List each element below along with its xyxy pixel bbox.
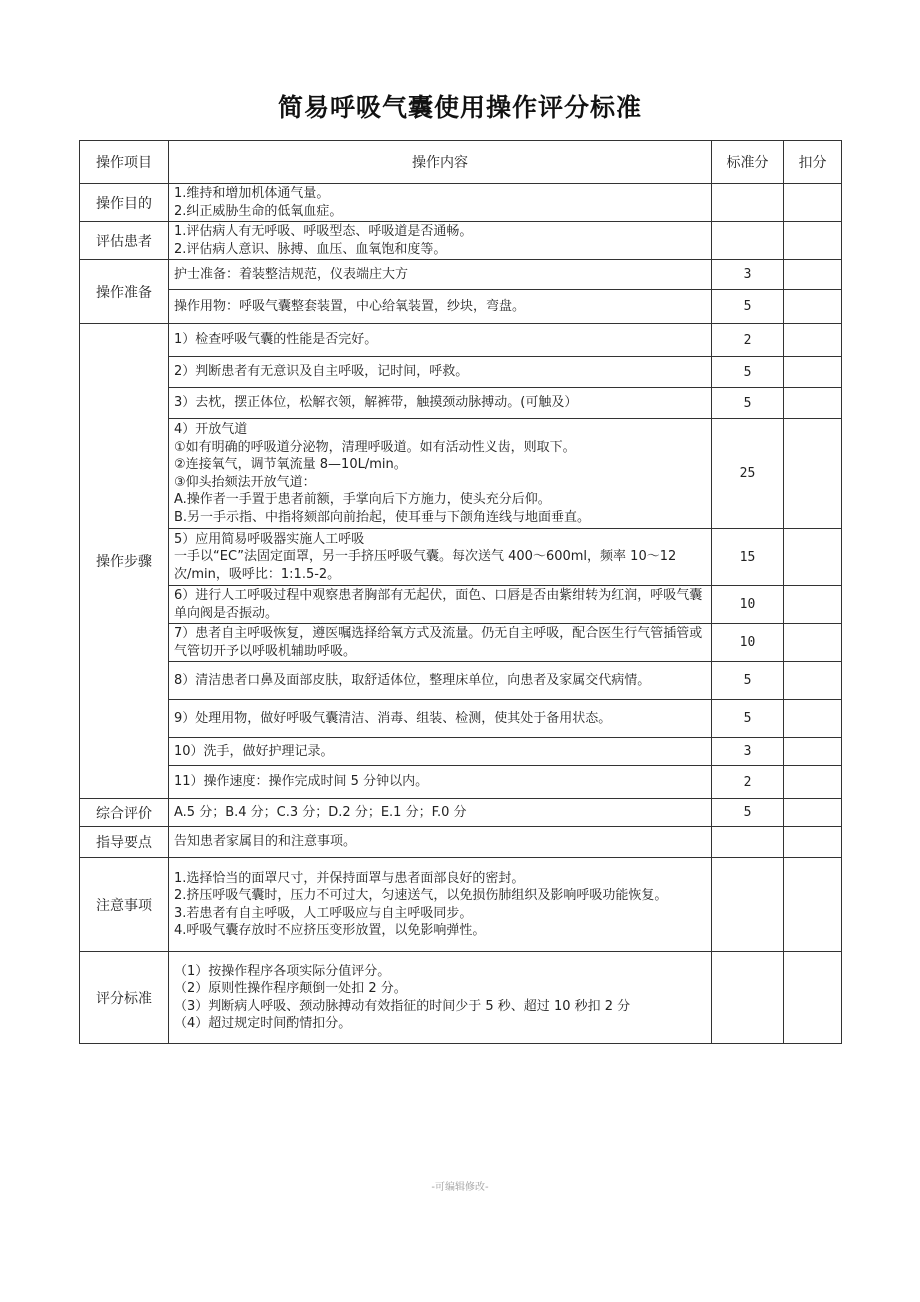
content-line: 4.呼吸气囊存放时不应挤压变形放置，以免影响弹性。 [174,923,486,938]
content-line: 1.评估病人有无呼吸、呼吸型态、呼吸道是否通畅。 [174,224,473,239]
content-line: （3）判断病人呼吸、颈动脉搏动有效指征的时间少于 5 秒、超过 10 秒扣 2 分 [174,998,631,1014]
table-row [80,184,842,222]
content-line: ②连接氧气，调节氧流量 8—10L/min。 [174,457,407,472]
deduct-cell [784,766,842,799]
step-content-1: 1）检查呼吸气囊的性能是否完好。 [169,324,712,357]
score-cell: 5 [712,290,784,324]
page-title: 简易呼吸气囊使用操作评分标准 [277,93,642,122]
score-cell: 2 [712,766,784,799]
row-label-overall: 综合评价 [80,799,169,827]
header-content: 操作内容 [169,141,712,184]
deduct-cell [784,388,842,419]
row-label-steps: 操作步骤 [80,324,169,799]
row-content-purpose [169,184,712,222]
step-content-7: 7）患者自主呼吸恢复，遵医嘱选择给氧方式及流量。仍无自主呼吸，配合医生行气管插管或气管切开予以呼吸机辅助呼吸。 [169,624,712,662]
table-row [80,799,842,827]
deduct-cell [784,357,842,388]
score-cell: 5 [712,388,784,419]
content-line: （1）按操作程序各项实际分值评分。 [174,963,391,979]
table-row [80,586,842,624]
score-cell [712,827,784,858]
score-cell: 25 [712,419,784,529]
content-line: 3.若患者有自主呼吸，人工呼吸应与自主呼吸同步。 [174,905,473,921]
content-line: 2.纠正威胁生命的低氧血症。 [174,203,343,219]
table-row [80,700,842,738]
deduct-cell [784,529,842,586]
row-content-guidance: 告知患者家属目的和注意事项。 [169,827,712,858]
deduct-cell [784,290,842,324]
content-line: 5）应用简易呼吸器实施人工呼吸 [174,531,365,547]
deduct-cell [784,662,842,700]
table-row [80,738,842,766]
row-label-notes: 注意事项 [80,858,169,952]
table-row [80,827,842,858]
content-line: ③仰头抬颏法开放气道： [174,474,316,490]
score-cell [712,184,784,222]
content-line: （2）原则性操作程序颠倒一处扣 2 分。 [174,981,407,996]
deduct-cell [784,222,842,260]
content-line: 2.挤压呼吸气囊时，压力不可过大，匀速送气，以免损伤肺组织及影响呼吸功能恢复。 [174,888,668,903]
table-row [80,357,842,388]
score-cell: 5 [712,357,784,388]
content-line: 2.评估病人意识、脉搏、血压、血氧饱和度等。 [174,241,447,257]
score-cell: 2 [712,324,784,357]
score-cell: 5 [712,799,784,827]
table-row [80,662,842,700]
content-line: （4）超过规定时间酌情扣分。 [174,1016,352,1031]
header-item: 操作项目 [80,141,169,184]
score-cell [712,222,784,260]
content-line: B.另一手示指、中指将颏部向前抬起，使耳垂与下颌角连线与地面垂直。 [174,509,591,525]
deduct-cell [784,799,842,827]
step-content-8: 8）清洁患者口鼻及面部皮肤，取舒适体位，整理床单位，向患者及家属交代病情。 [169,662,712,700]
table-row [80,858,842,952]
table-row [80,388,842,419]
deduct-cell [784,858,842,952]
deduct-cell [784,419,842,529]
score-cell: 3 [712,260,784,290]
content-line: 1.维持和增加机体通气量。 [174,186,330,201]
row-label-prep: 操作准备 [80,260,169,324]
content-line: ①如有明确的呼吸道分泌物，清理呼吸道。如有活动性义齿，则取下。 [174,439,576,455]
deduct-cell [784,260,842,290]
step-content-11: 11）操作速度：操作完成时间 5 分钟以内。 [169,766,712,799]
score-cell: 10 [712,624,784,662]
table-row [80,260,842,290]
table-row [80,766,842,799]
score-cell: 5 [712,662,784,700]
table-row [80,624,842,662]
table-row [80,952,842,1044]
row-content-assess [169,222,712,260]
row-content-prep-2: 操作用物：呼吸气囊整套装置，中心给氧装置，纱块，弯盘。 [169,290,712,324]
row-content-notes [169,858,712,952]
header-deduct: 扣分 [784,141,842,184]
step-content-3: 3）去枕，摆正体位，松解衣领，解裤带，触摸颈动脉搏动。(可触及） [169,388,712,419]
row-label-purpose: 操作目的 [80,184,169,222]
deduct-cell [784,700,842,738]
deduct-cell [784,738,842,766]
step-content-2: 2）判断患者有无意识及自主呼吸，记时间，呼救。 [169,357,712,388]
score-cell: 3 [712,738,784,766]
row-content-overall: A.5 分；B.4 分；C.3 分；D.2 分；E.1 分；F.0 分 [169,799,712,827]
deduct-cell [784,324,842,357]
scoring-table [79,140,842,1044]
score-cell [712,952,784,1044]
table-row [80,290,842,324]
row-label-guidance: 指导要点 [80,827,169,858]
step-content-10: 10）洗手，做好护理记录。 [169,738,712,766]
content-line: A.操作者一手置于患者前额，手掌向后下方施力，使头充分后仰。 [174,492,551,507]
deduct-cell [784,624,842,662]
deduct-cell [784,586,842,624]
step-content-4 [169,419,712,529]
step-content-9: 9）处理用物，做好呼吸气囊清洁、消毒、组装、检测，使其处于备用状态。 [169,700,712,738]
row-content-scoring [169,952,712,1044]
row-label-scoring: 评分标准 [80,952,169,1044]
deduct-cell [784,952,842,1044]
row-label-assess: 评估患者 [80,222,169,260]
table-row [80,419,842,529]
score-cell: 10 [712,586,784,624]
step-content-6: 6）进行人工呼吸过程中观察患者胸部有无起伏，面色、口唇是否由紫绀转为红润，呼吸气囊单向阀是否振动。 [169,586,712,624]
content-line: 4）开放气道 [174,422,248,437]
row-content-prep-1: 护士准备：着装整洁规范，仪表端庄大方 [169,260,712,290]
score-cell: 5 [712,700,784,738]
table-row [80,529,842,586]
score-cell: 15 [712,529,784,586]
step-content-5 [169,529,712,586]
content-line: 1.选择恰当的面罩尺寸，并保持面罩与患者面部良好的密封。 [174,870,525,886]
score-cell [712,858,784,952]
page-footer: -可编辑修改- [431,1182,489,1193]
table-row [80,222,842,260]
content-line: 一手以“EC”法固定面罩，另一手挤压呼吸气囊。每次送气 400～600ml，频率 10～12 次/min，吸呼比：1:1.5-2。 [174,549,677,582]
deduct-cell [784,184,842,222]
table-header-row [80,141,842,184]
table-row [80,324,842,357]
deduct-cell [784,827,842,858]
header-score: 标准分 [712,141,784,184]
